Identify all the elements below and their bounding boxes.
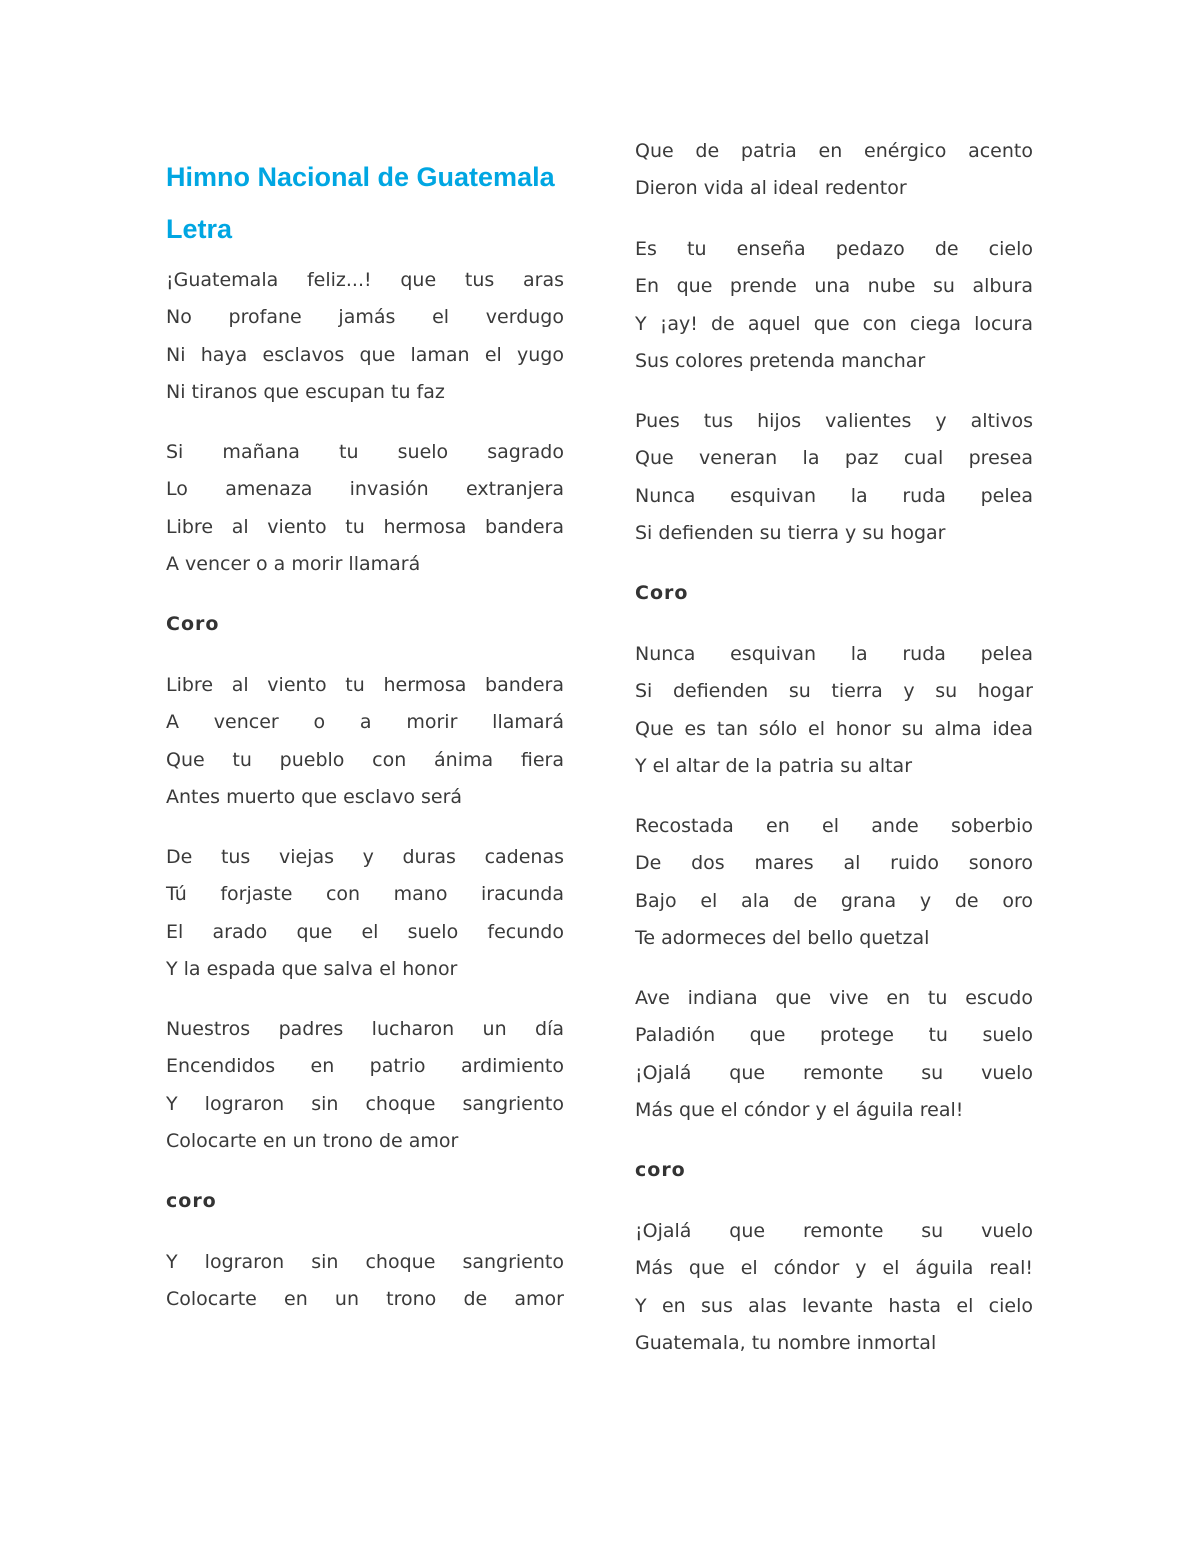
verse-line: Si defienden su tierra y su hogar (635, 522, 946, 545)
title-line-2: Letra (166, 214, 233, 244)
verse-line: Dieron vida al ideal redentor (635, 177, 907, 200)
verse-line: Ave indiana que vive en tu escudo (635, 987, 1033, 1009)
verse-line: Bajo el ala de grana y de oro (635, 889, 1033, 912)
verse-line: Ni tiranos que escupan tu faz (166, 381, 445, 404)
verse-line: A vencer o a morir llamará (166, 711, 564, 734)
verse-line: Más que el cóndor y el águila real! (635, 1099, 964, 1122)
verse-line: Libre al viento tu hermosa bandera (166, 674, 564, 696)
verse-line: Y lograron sin choque sangriento (166, 1092, 564, 1115)
stanza (635, 403, 1033, 553)
stanza (635, 133, 1033, 208)
verse-line: Colocarte en un trono de amor (166, 1130, 459, 1153)
verse-line: Paladión que protege tu suelo (635, 1024, 1033, 1047)
chorus-heading: Coro (166, 613, 220, 635)
stanza (635, 1213, 1033, 1363)
verse-line: Pues tus hijos valientes y altivos (635, 410, 1033, 432)
stanza (635, 980, 1033, 1130)
verse-line: Colocarte en un trono de amor (166, 1288, 564, 1311)
verse-line: Y la espada que salva el honor (166, 958, 458, 981)
stanza (166, 434, 564, 584)
document-title (166, 151, 586, 255)
verse-line: El arado que el suelo fecundo (166, 920, 564, 943)
verse-line: Es tu enseña pedazo de cielo (635, 238, 1033, 260)
verse-line: A vencer o a morir llamará (166, 553, 421, 576)
verse-line: Si defienden su tierra y su hogar (635, 680, 1033, 703)
verse-line: Encendidos en patrio ardimiento (166, 1055, 564, 1078)
verse-line: Ni haya esclavos que laman el yugo (166, 343, 564, 366)
verse-line: Recostada en el ande soberbio (635, 815, 1033, 837)
verse-line: Que de patria en enérgico acento (635, 140, 1033, 162)
chorus-heading-block (635, 575, 1033, 612)
stanza (166, 262, 564, 412)
verse-line: Tú forjaste con mano iracunda (166, 883, 564, 906)
stanza (635, 808, 1033, 958)
verse-line: No profane jamás el verdugo (166, 306, 564, 329)
verse-line: En que prende una nube su albura (635, 275, 1033, 298)
verse-line: Nunca esquivan la ruda pelea (635, 484, 1033, 507)
stanza (166, 839, 564, 989)
verse-line: Y en sus alas levante hasta el cielo (635, 1294, 1033, 1317)
verse-line: ¡Guatemala feliz...! que tus aras (166, 269, 564, 291)
verse-line: ¡Ojalá que remonte su vuelo (635, 1220, 1033, 1242)
verse-line: Sus colores pretenda manchar (635, 350, 926, 373)
stanza (166, 1244, 564, 1319)
stanza (166, 1011, 564, 1161)
verse-line: De tus viejas y duras cadenas (166, 846, 564, 868)
verse-line: Que es tan sólo el honor su alma idea (635, 717, 1033, 740)
verse-line: Nuestros padres lucharon un día (166, 1018, 564, 1040)
verse-line: Que tu pueblo con ánima fiera (166, 748, 564, 771)
verse-line: ¡Ojalá que remonte su vuelo (635, 1061, 1033, 1084)
chorus-heading-block (166, 606, 564, 643)
title-line-1: Himno Nacional de Guatemala (166, 162, 555, 192)
verse-line: Y ¡ay! de aquel que con ciega locura (635, 312, 1033, 335)
verse-line: Que veneran la paz cual presea (635, 447, 1033, 470)
stanza (635, 636, 1033, 786)
verse-line: Libre al viento tu hermosa bandera (166, 515, 564, 538)
chorus-heading: coro (166, 1190, 217, 1212)
verse-line: Y lograron sin choque sangriento (166, 1251, 564, 1273)
chorus-heading-block (166, 1183, 564, 1220)
verse-line: De dos mares al ruido sonoro (635, 852, 1033, 875)
chorus-heading-block (635, 1152, 1033, 1189)
verse-line: Nunca esquivan la ruda pelea (635, 643, 1033, 665)
verse-line: Más que el cóndor y el águila real! (635, 1257, 1033, 1280)
verse-line: Antes muerto que esclavo será (166, 786, 463, 809)
verse-line: Te adormeces del bello quetzal (635, 927, 930, 950)
chorus-heading: Coro (635, 582, 689, 604)
verse-line: Guatemala, tu nombre inmortal (635, 1332, 937, 1355)
verse-line: Si mañana tu suelo sagrado (166, 441, 564, 463)
stanza (166, 667, 564, 817)
stanza (635, 231, 1033, 381)
verse-line: Y el altar de la patria su altar (635, 755, 913, 778)
verse-line: Lo amenaza invasión extranjera (166, 478, 564, 501)
chorus-heading: coro (635, 1159, 686, 1181)
